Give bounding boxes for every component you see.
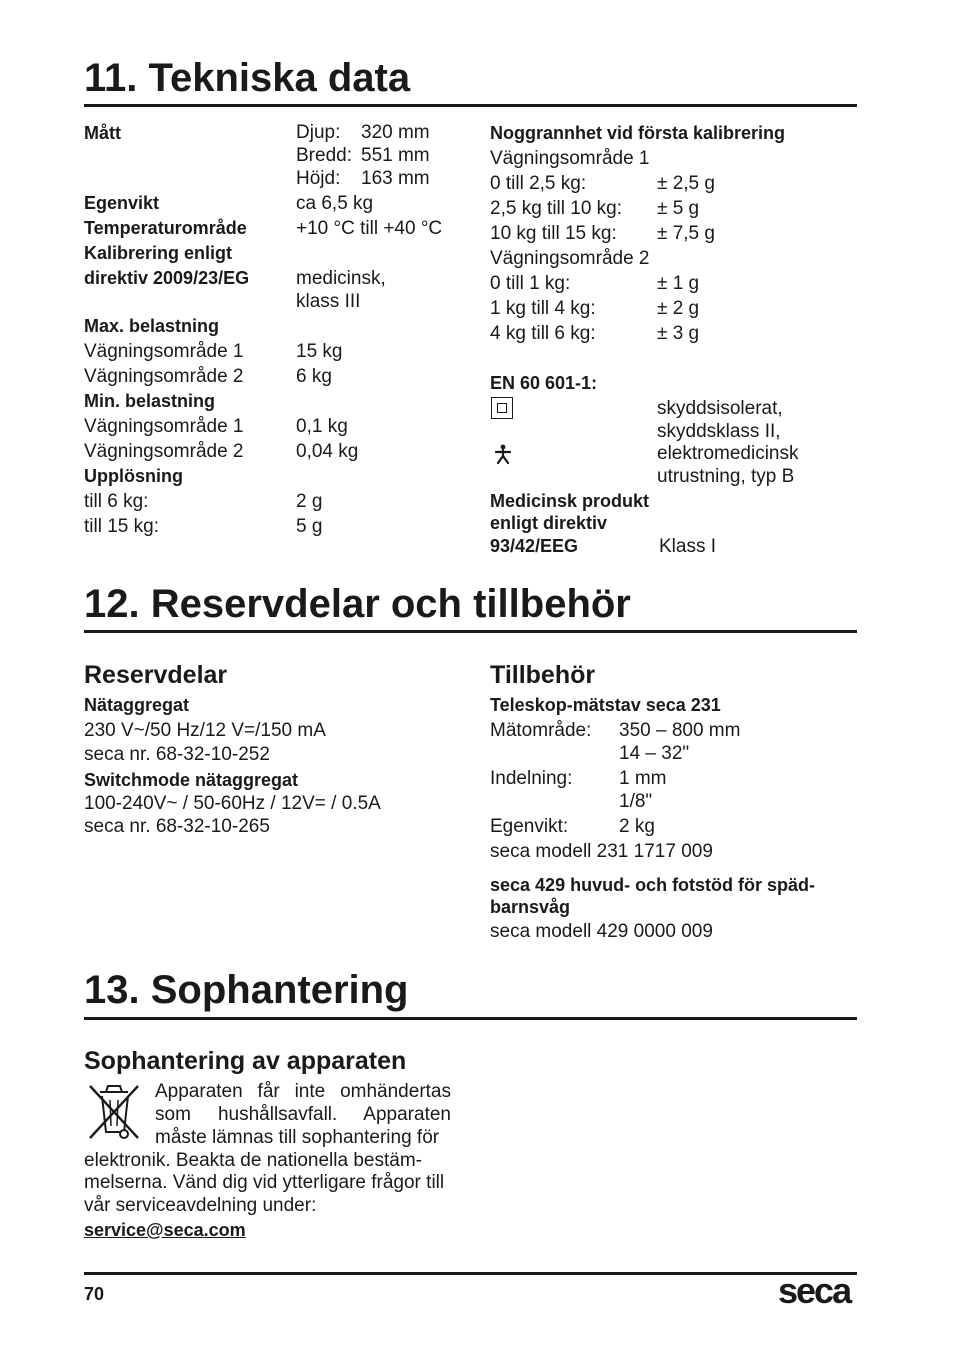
label-upplosning: Upplösning bbox=[84, 466, 183, 486]
label-medicinsk-2: enligt direktiv bbox=[490, 513, 608, 533]
part-1-spec: 230 V~/50 Hz/12 V=/150 mA bbox=[84, 720, 326, 741]
disposal-text-line-6: vår serviceavdelning under: bbox=[84, 1195, 317, 1216]
label-en60601: EN 60 601-1: bbox=[490, 373, 598, 393]
type-b-line-1: elektromedicinsk bbox=[657, 443, 799, 464]
max-value-1: 15 kg bbox=[296, 341, 343, 362]
graduation-value-1: 1 mm bbox=[619, 768, 667, 789]
acc-key-d: 0 till 1 kg: bbox=[490, 273, 571, 294]
accessory-2-title-1: seca 429 huvud- och fotstöd för späd- bbox=[490, 875, 816, 895]
label-medicinsk-1: Medicinsk produkt bbox=[490, 491, 650, 511]
section-12-title: 12. Reservdelar och tillbehör bbox=[84, 582, 631, 626]
label-min-belastning: Min. belastning bbox=[84, 391, 216, 411]
label-matt: Mått bbox=[84, 123, 121, 143]
res-value-1: 2 g bbox=[296, 491, 323, 512]
part-2-title: Switchmode nätaggregat bbox=[84, 770, 299, 790]
graduation-key: Indelning: bbox=[490, 768, 573, 789]
acc-val-d: ± 1 g bbox=[657, 273, 700, 294]
acc-val-f: ± 3 g bbox=[657, 323, 700, 344]
label-egenvikt: Egenvikt bbox=[84, 193, 160, 213]
service-email-link[interactable]: service@seca.com bbox=[84, 1220, 246, 1240]
label-temperatur: Temperaturområde bbox=[84, 218, 247, 238]
max-range-2: Vägningsområde 2 bbox=[84, 366, 244, 387]
dim-height-value: 163 mm bbox=[361, 168, 430, 189]
footer-divider bbox=[84, 1272, 857, 1275]
acc-key-e: 1 kg till 4 kg: bbox=[490, 298, 596, 319]
seca-logo: seca bbox=[778, 1270, 851, 1311]
min-range-2: Vägningsområde 2 bbox=[84, 441, 244, 462]
value-medicinsk: Klass I bbox=[659, 536, 717, 557]
type-b-person-icon bbox=[492, 443, 514, 465]
label-kalibrering-1: Kalibrering enligt bbox=[84, 243, 233, 263]
acc-range-1: Vägningsområde 1 bbox=[490, 148, 650, 169]
acc-range-2: Vägningsområde 2 bbox=[490, 248, 650, 269]
spare-parts-heading: Reservdelar bbox=[84, 661, 228, 689]
accessory-2-title-2: barnsvåg bbox=[490, 897, 571, 917]
weight-key: Egenvikt: bbox=[490, 816, 569, 837]
divider bbox=[84, 630, 857, 633]
min-value-1: 0,1 kg bbox=[296, 416, 348, 437]
graduation-value-2: 1/8" bbox=[619, 791, 653, 812]
part-1-number: seca nr. 68-32-10-252 bbox=[84, 744, 270, 765]
acc-key-c: 10 kg till 15 kg: bbox=[490, 223, 617, 244]
disposal-text-line-1: Apparaten får inte omhändertas bbox=[155, 1081, 451, 1102]
disposal-text-line-3: måste lämnas till sophantering för bbox=[155, 1127, 440, 1148]
label-medicinsk-3: 93/42/EEG bbox=[490, 536, 579, 556]
disposal-text-line-5: melserna. Vänd dig vid ytterligare frågor till bbox=[84, 1172, 445, 1193]
acc-key-f: 4 kg till 6 kg: bbox=[490, 323, 596, 344]
accessory-1-model: seca modell 231 1717 009 bbox=[490, 841, 713, 862]
section-11-title: 11. Tekniska data bbox=[84, 56, 411, 100]
dim-height-key: Höjd: bbox=[296, 168, 341, 189]
res-range-1: till 6 kg: bbox=[84, 491, 149, 512]
dim-width-key: Bredd: bbox=[296, 145, 352, 166]
label-kalibrering-2: direktiv 2009/23/EG bbox=[84, 268, 250, 288]
value-kalibrering-2: klass III bbox=[296, 291, 361, 312]
min-value-2: 0,04 kg bbox=[296, 441, 359, 462]
divider bbox=[84, 104, 857, 107]
measure-range-value-2: 14 – 32" bbox=[619, 743, 690, 764]
accessory-2-model: seca modell 429 0000 009 bbox=[490, 921, 713, 942]
part-1-title: Nätaggregat bbox=[84, 695, 190, 715]
label-max-belastning: Max. belastning bbox=[84, 316, 220, 336]
res-range-2: till 15 kg: bbox=[84, 516, 159, 537]
max-value-2: 6 kg bbox=[296, 366, 332, 387]
acc-val-a: ± 2,5 g bbox=[657, 173, 715, 194]
measure-range-value-1: 350 – 800 mm bbox=[619, 720, 741, 741]
accessory-1-title: Teleskop-mätstav seca 231 bbox=[490, 695, 721, 715]
res-value-2: 5 g bbox=[296, 516, 323, 537]
max-range-1: Vägningsområde 1 bbox=[84, 341, 244, 362]
value-egenvikt: ca 6,5 kg bbox=[296, 193, 374, 214]
disposal-text-line-4: elektronik. Beakta de nationella bestäm- bbox=[84, 1150, 422, 1171]
dim-depth-key: Djup: bbox=[296, 122, 341, 143]
class-ii-line-1: skyddsisolerat, bbox=[657, 398, 783, 419]
dim-depth-value: 320 mm bbox=[361, 122, 430, 143]
part-2-number: seca nr. 68-32-10-265 bbox=[84, 816, 270, 837]
label-noggrannhet: Noggrannhet vid första kalibrering bbox=[490, 123, 786, 143]
disposal-heading: Sophantering av apparaten bbox=[84, 1047, 407, 1075]
acc-key-a: 0 till 2,5 kg: bbox=[490, 173, 587, 194]
value-kalibrering-1: medicinsk, bbox=[296, 268, 386, 289]
acc-val-b: ± 5 g bbox=[657, 198, 700, 219]
class-ii-line-2: skyddsklass II, bbox=[657, 421, 781, 442]
divider bbox=[84, 1017, 857, 1020]
min-range-1: Vägningsområde 1 bbox=[84, 416, 244, 437]
part-2-spec: 100-240V~ / 50-60Hz / 12V= / 0.5A bbox=[84, 793, 381, 814]
accessories-heading: Tillbehör bbox=[490, 661, 596, 689]
value-temperatur: +10 °C till +40 °C bbox=[296, 218, 443, 239]
dim-width-value: 551 mm bbox=[361, 145, 430, 166]
acc-key-b: 2,5 kg till 10 kg: bbox=[490, 198, 623, 219]
type-b-line-2: utrustning, typ B bbox=[657, 466, 795, 487]
protection-class-ii-icon bbox=[491, 397, 513, 419]
section-13-title: 13. Sophantering bbox=[84, 968, 409, 1012]
page-number: 70 bbox=[84, 1284, 105, 1304]
weee-crossed-bin-icon bbox=[84, 1082, 142, 1142]
acc-val-c: ± 7,5 g bbox=[657, 223, 715, 244]
acc-val-e: ± 2 g bbox=[657, 298, 700, 319]
measure-range-key: Mätområde: bbox=[490, 720, 592, 741]
weight-value: 2 kg bbox=[619, 816, 655, 837]
disposal-text-line-2: som hushållsavfall. Apparaten bbox=[155, 1104, 451, 1125]
